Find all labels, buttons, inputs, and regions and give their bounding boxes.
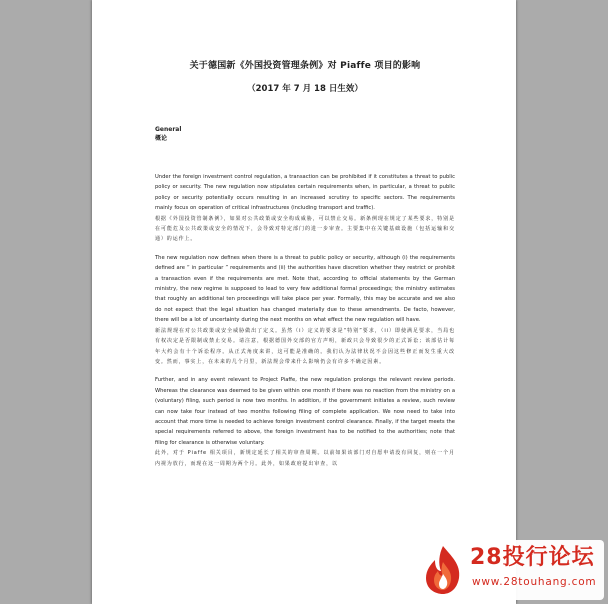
- document-title: 关于德国新《外国投资管理条例》对 Piaffe 项目的影响: [189, 61, 421, 71]
- paragraph-2-zh: 新法规现在对公共政策或安全威胁做出了定义。虽然（i）定义的要求是“特别”要求，（ii）即使满足要求，当局也有权决定是否限制或禁止交易。请注意，根据德国外交部的官方声明，新政只会导致很少的正式诉讼；该部估计每年大约会有十个诉讼程序。从正式角度来讲，这可能是准确的。我们认为法律状况不会因这些修正而发生重大改变。然而，事实上，在未来的几个月里，新法规会带来什么影响仍会有许多不确定因素。: [155, 327, 455, 365]
- paragraph-2-en: The new regulation now defines when there is a threat to public policy or security, although (i) the requirements defined are “ in particular ” requirements and (ii) the authorities have discretion whether they restrict or prohibit a transaction even if the requirements are met. Note that, according to official statements by the German ministry, the new regime is supposed to lead to very few additional formal proceedings; the ministry estimates that roughly an additional ten proceedings will take place per year. Formally, this may be accurate and we also do not expect that the legal situation has changed materially due to these amendments. De facto, however, there will be a lot of uncertainty during the next months on what effect the new regulation will have.: [155, 254, 455, 324]
- paragraph-3-en: Further, and in any event relevant to Project Piaffe, the new regulation prolongs the relevant review periods. Whereas the clearance was deemed to be given within one month if there was no reaction from the ministry on a (voluntary) filing, such period is now two months. In addition, if the government initiates a review, such review can now take four instead of two months following filing of complete application. We now need to take into account that more time is needed to achieve foreign investment control clearance. Finally, if the target meets the special requirements referred to above, the foreign investment has to be notified to the authorities; note that filing for clearance is otherwise voluntary.: [155, 377, 455, 446]
- site-watermark: [418, 540, 604, 600]
- page-content: [155, 60, 455, 469]
- document-page: [92, 0, 516, 604]
- section-heading: [155, 125, 455, 143]
- section-heading-zh: 概论: [155, 135, 168, 142]
- paragraph-1-zh: 根据《外国投资管制条例》，如果对公共政策或安全构成威胁，可以禁止交易。新条例现在规定了某些要求，特别是在可能危及公共政策或安全的情况下，会导致对特定部门的进一步审查。主要集中在关键基础设施（包括运输和交通）的运作上。: [155, 215, 455, 243]
- watermark-url: www.28touhang.com: [472, 576, 597, 588]
- paragraph-1-en: Under the foreign investment control regulation, a transaction can be prohibited if it constitutes a threat to public policy or security. The new regulation now stipulates certain requirements when, in particular, a threat to public policy or security potentially occurs resulting in an increased scrutiny to specific sectors. The requirements mainly focus on operation of critical infrastructures (including transport and traffic).: [155, 174, 455, 212]
- paragraph-3-zh: 此外，对于 Piaffe 相关项目，新规定延长了相关的审查周期。以前如果该部门对自愿申请没有回复，则在一个月内视为放行，而现在这一周期为两个月。此外，如果政府提出审查，以: [155, 450, 455, 467]
- flame-logo-icon: [421, 544, 465, 596]
- section-heading-en: General: [155, 126, 182, 133]
- document-subtitle: （2017 年 7 月 18 日生效）: [247, 84, 363, 94]
- watermark-brand: 28投行论坛: [470, 545, 595, 570]
